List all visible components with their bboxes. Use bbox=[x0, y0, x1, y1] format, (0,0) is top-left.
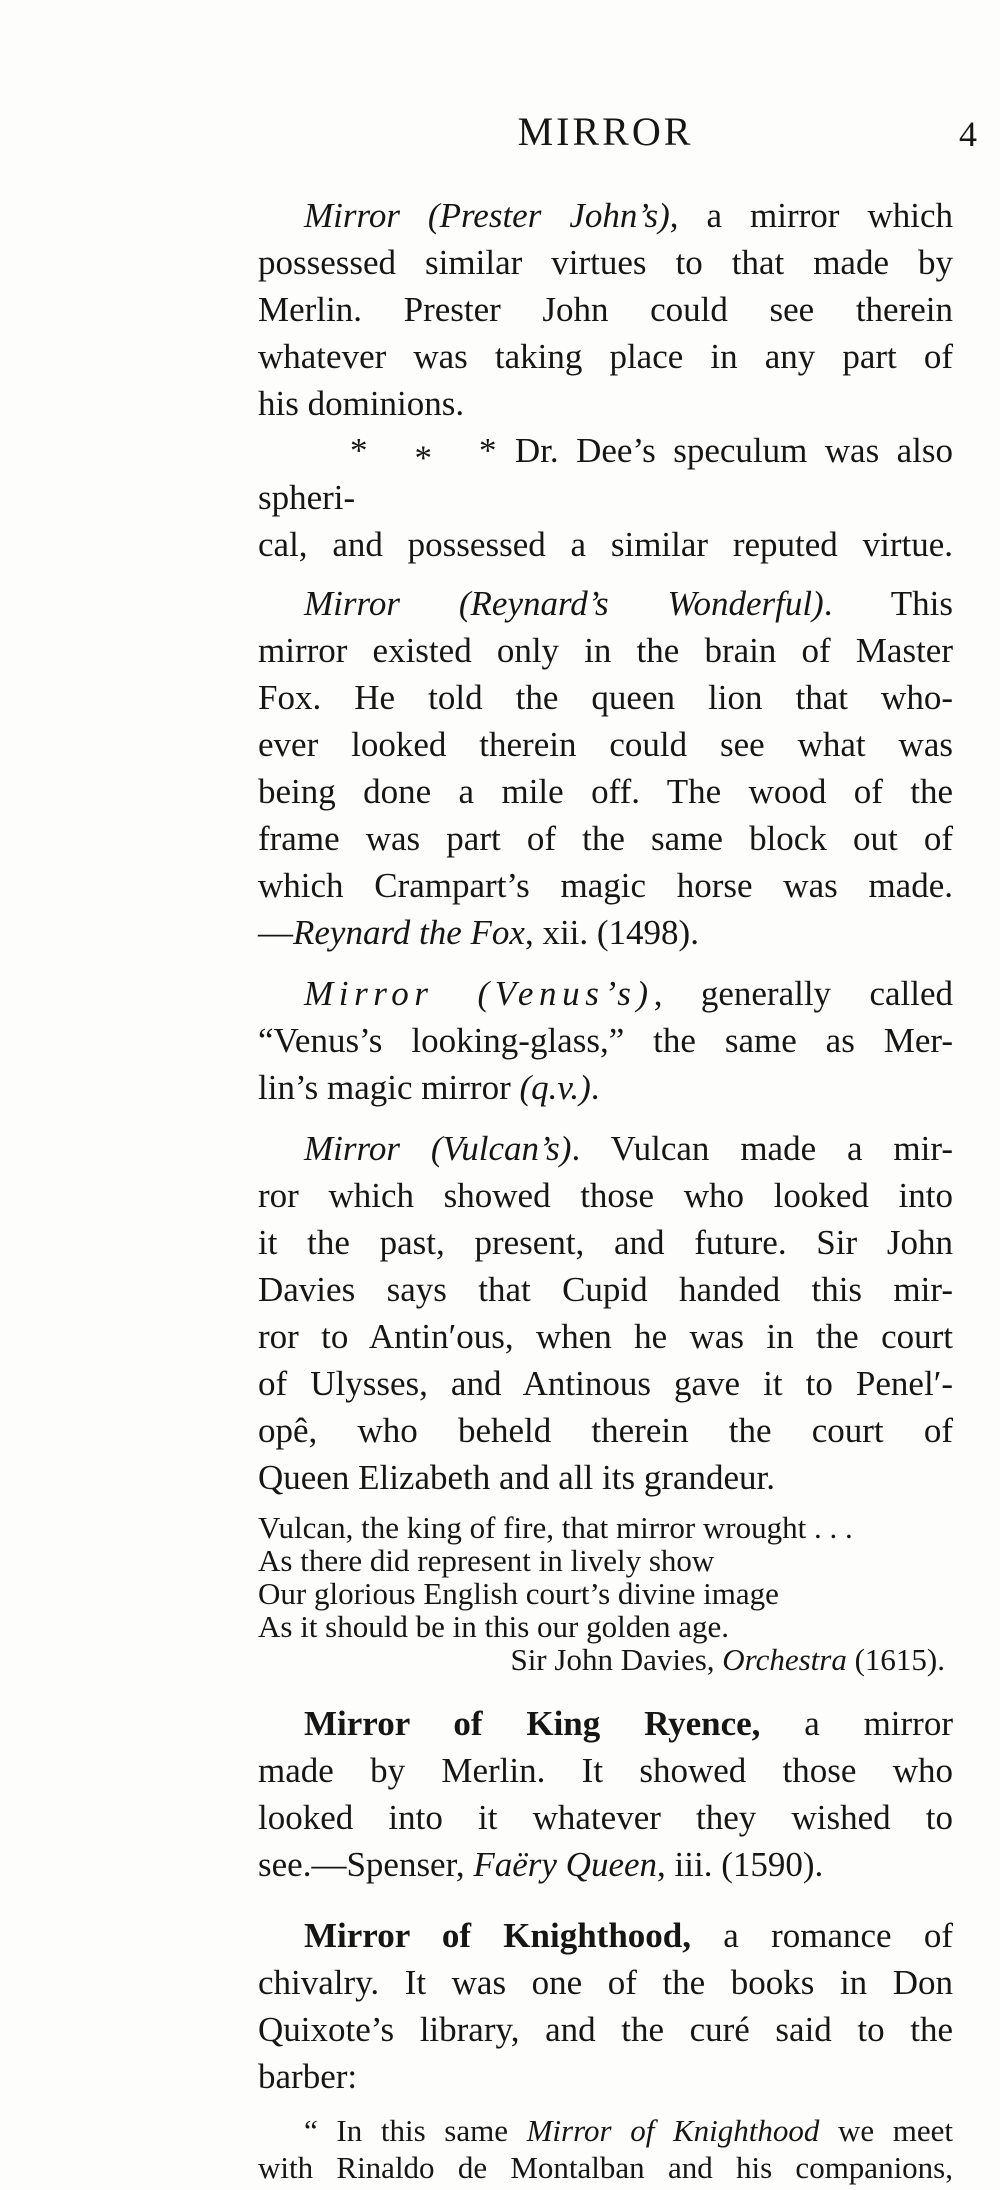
text-line bbox=[258, 1610, 953, 1643]
text-run: it the past, present, and future. Sir John bbox=[258, 1223, 953, 1262]
entry-prester-johns bbox=[258, 192, 953, 427]
text-run: Faëry Queen bbox=[473, 1845, 658, 1884]
text-line bbox=[258, 580, 953, 627]
text-run: possessed similar virtues to that made by bbox=[258, 243, 953, 282]
text-run: Sir John Davies, bbox=[510, 1642, 723, 1677]
entry-vulcan bbox=[258, 1125, 953, 1501]
text-line bbox=[258, 1959, 953, 2006]
text-run: (q.v.) bbox=[519, 1068, 591, 1107]
text-line bbox=[258, 1125, 953, 1172]
text-run: Orchestra bbox=[722, 1642, 847, 1677]
text-line bbox=[258, 1407, 953, 1454]
text-run: whatever was taking place in any part of bbox=[258, 337, 953, 376]
text-run: — bbox=[258, 913, 293, 952]
page-number: 4 bbox=[959, 114, 977, 154]
text-run: ror which showed those who looked into bbox=[258, 1176, 953, 1215]
text-run: , xii. (1498). bbox=[524, 913, 699, 952]
text-line bbox=[258, 2053, 953, 2100]
poem-orchestra bbox=[258, 1511, 953, 1676]
text-run: As it should be in this our golden age. bbox=[258, 1609, 729, 1644]
text-line bbox=[258, 1643, 953, 1676]
text-run: barber: bbox=[258, 2057, 358, 2096]
note-dr-dee bbox=[258, 427, 953, 568]
text-line bbox=[258, 1454, 953, 1501]
text-run: Mirror (Vulcan’s) bbox=[304, 1129, 572, 1168]
text-line bbox=[258, 1219, 953, 1266]
text-line bbox=[258, 909, 953, 956]
text-line bbox=[258, 627, 953, 674]
text-run: ever looked therein could see what was bbox=[258, 725, 953, 764]
text-line bbox=[258, 1841, 953, 1888]
text-run: ror to Antin′ous, when he was in the court bbox=[258, 1317, 953, 1356]
text-run: frame was part of the same block out of bbox=[258, 819, 953, 858]
text-column bbox=[258, 140, 953, 2186]
quote-knighthood bbox=[258, 2112, 953, 2186]
text-line bbox=[258, 192, 953, 239]
text-line bbox=[258, 1912, 953, 1959]
text-run: lin’s magic mirror bbox=[258, 1068, 520, 1107]
entry-reynard bbox=[258, 580, 953, 956]
text-line bbox=[258, 970, 953, 1017]
text-run: , generally called bbox=[653, 974, 953, 1013]
text-run: Merlin. Prester John could see therein bbox=[258, 290, 953, 329]
page-header-title: MIRROR bbox=[517, 109, 694, 154]
text-line bbox=[258, 427, 953, 521]
text-run: , a mirror which bbox=[669, 196, 953, 235]
text-line bbox=[258, 286, 953, 333]
text-run: (1615). bbox=[846, 1642, 945, 1677]
text-line bbox=[258, 239, 953, 286]
text-run: mirror existed only in the brain of Master bbox=[258, 631, 953, 670]
text-run: “ In this same bbox=[304, 2113, 527, 2148]
text-run: Mirror of Knighthood, bbox=[304, 1916, 692, 1955]
entry-king-ryence bbox=[258, 1700, 953, 1888]
text-run: with Rinaldo de Montalban and his companions, bbox=[258, 2150, 953, 2185]
text-line bbox=[258, 1064, 953, 1111]
asterisk-glyph: * bbox=[350, 431, 369, 470]
text-run: Mirror (Venus’s) bbox=[304, 974, 654, 1013]
text-line bbox=[258, 521, 953, 568]
text-line bbox=[258, 2112, 953, 2149]
text-run: Mirror of King Ryence, bbox=[304, 1704, 761, 1743]
text-run: “Venus’s looking-glass,” the same as Mer- bbox=[258, 1021, 953, 1060]
text-line bbox=[258, 1172, 953, 1219]
text-run: Queen Elizabeth and all its grandeur. bbox=[258, 1458, 776, 1497]
text-run: we meet bbox=[819, 2113, 954, 2148]
text-line bbox=[258, 333, 953, 380]
text-run: As there did represent in lively show bbox=[258, 1543, 715, 1578]
text-run: his dominions. bbox=[258, 384, 465, 423]
text-run: looked into it whatever they wished to bbox=[258, 1798, 953, 1837]
text-line bbox=[258, 2006, 953, 2053]
entry-knighthood bbox=[258, 1912, 953, 2100]
text-run: . Vulcan made a mir- bbox=[571, 1129, 953, 1168]
text-run: which Crampart’s magic horse was made. bbox=[258, 866, 953, 905]
text-run: Mirror (Prester John’s) bbox=[304, 196, 670, 235]
text-run: Vulcan, the king of fire, that mirror wrought . . . bbox=[258, 1510, 853, 1545]
text-line bbox=[258, 674, 953, 721]
text-run: Fox. He told the queen lion that who- bbox=[258, 678, 953, 717]
text-line bbox=[258, 1266, 953, 1313]
text-line bbox=[258, 2149, 953, 2186]
text-run: , iii. (1590). bbox=[657, 1845, 824, 1884]
text-run: Davies says that Cupid handed this mir- bbox=[258, 1270, 953, 1309]
asterism-mark bbox=[304, 431, 498, 478]
text-line bbox=[258, 1511, 953, 1544]
text-line bbox=[258, 721, 953, 768]
text-run: cal, and possessed a similar reputed virtue. bbox=[258, 525, 953, 564]
text-run: Mirror of Knighthood bbox=[526, 2113, 820, 2148]
text-run: chivalry. It was one of the books in Don bbox=[258, 1963, 953, 2002]
text-line bbox=[258, 380, 953, 427]
text-run: Reynard the Fox bbox=[293, 913, 525, 952]
text-run: opê, who beheld therein the court of bbox=[258, 1411, 953, 1450]
text-line bbox=[258, 1017, 953, 1064]
text-line bbox=[258, 1360, 953, 1407]
text-line bbox=[258, 1577, 953, 1610]
text-run: Our glorious English court’s divine image bbox=[258, 1576, 779, 1611]
text-line bbox=[258, 1794, 953, 1841]
text-line bbox=[258, 862, 953, 909]
asterisk-glyph: * bbox=[479, 431, 498, 470]
text-run: Mirror (Reynard’s Wonderful) bbox=[304, 584, 824, 623]
text-run: . bbox=[590, 1068, 600, 1107]
text-line bbox=[258, 815, 953, 862]
text-run: Dr. Dee’s speculum was also spheri- bbox=[258, 431, 953, 517]
text-run: being done a mile off. The wood of the bbox=[258, 772, 953, 811]
text-run: . This bbox=[823, 584, 953, 623]
text-run: Quixote’s library, and the curé said to the bbox=[258, 2010, 953, 2049]
text-line bbox=[258, 1700, 953, 1747]
entry-venus bbox=[258, 970, 953, 1111]
text-line bbox=[258, 1313, 953, 1360]
text-run: made by Merlin. It showed those who bbox=[258, 1751, 953, 1790]
text-run: see.—Spenser, bbox=[258, 1845, 474, 1884]
text-line bbox=[258, 768, 953, 815]
text-run: of Ulysses, and Antinous gave it to Penel′- bbox=[258, 1364, 953, 1403]
asterisk-glyph: * bbox=[414, 438, 433, 478]
text-run: a romance of bbox=[691, 1916, 953, 1955]
text-line bbox=[258, 1544, 953, 1577]
text-run: a mirror bbox=[760, 1704, 953, 1743]
text-line bbox=[258, 1747, 953, 1794]
